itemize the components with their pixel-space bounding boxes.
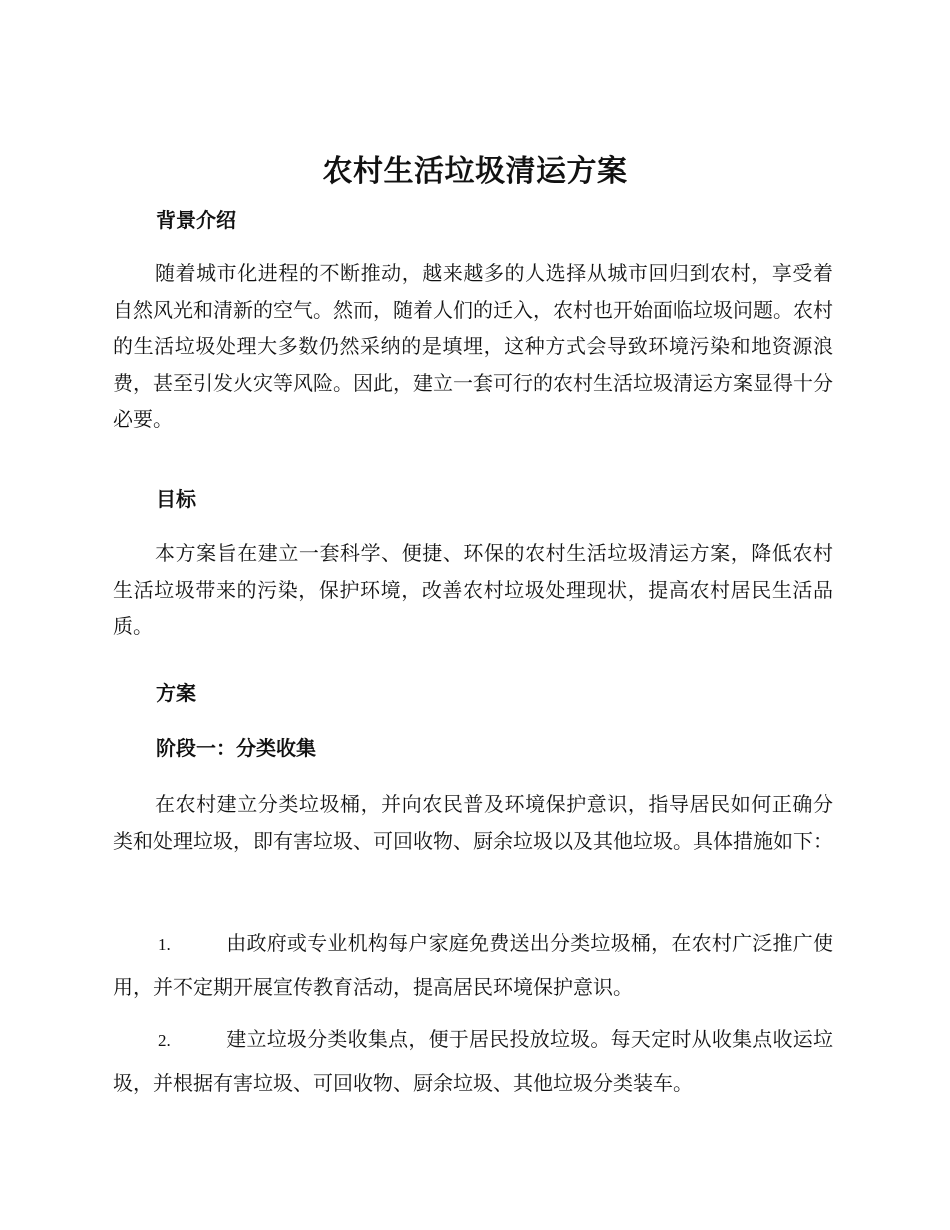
- list-item: [113, 1018, 833, 1104]
- list-item-number: 2.: [158, 1031, 171, 1050]
- document-title: 农村生活垃圾清运方案: [322, 154, 628, 189]
- list-item: [113, 922, 833, 1008]
- section-heading-stage1: 阶段一：分类收集: [156, 736, 316, 760]
- paragraph-goal: 本方案旨在建立一套科学、便捷、环保的农村生活垃圾清运方案，降低农村生活垃圾带来的污染，保护环境，改善农村垃圾处理现状，提高农村居民生活品质。: [113, 541, 833, 638]
- section-heading-plan: 方案: [156, 681, 196, 705]
- paragraph-stage1: 在农村建立分类垃圾桶，并向农民普及环境保护意识，指导居民如何正确分类和处理垃圾，即有害垃圾、可回收物、厨余垃圾以及其他垃圾。具体措施如下：: [113, 792, 833, 853]
- paragraph-background: 随着城市化进程的不断推动，越来越多的人选择从城市回归到农村，享受着自然风光和清新的空气。然而，随着人们的迁入，农村也开始面临垃圾问题。农村的生活垃圾处理大多数仍然采纳的是填埋，这种方式会导致环境污染和地资源浪费，甚至引发火灾等风险。因此，建立一套可行的农村生活垃圾清运方案显得十分必要。: [113, 261, 833, 431]
- list-item-number: 1.: [158, 935, 171, 954]
- section-heading-goal: 目标: [156, 487, 196, 511]
- list-item-text: 由政府或专业机构每户家庭免费送出分类垃圾桶，在农村广泛推广使用，并不定期开展宣传教育活动，提高居民环境保护意识。: [113, 931, 833, 999]
- section-heading-background: 背景介绍: [156, 208, 236, 232]
- list-item-text: 建立垃圾分类收集点，便于居民投放垃圾。每天定时从收集点收运垃圾，并根据有害垃圾、可回收物、厨余垃圾、其他垃圾分类装车。: [113, 1027, 833, 1095]
